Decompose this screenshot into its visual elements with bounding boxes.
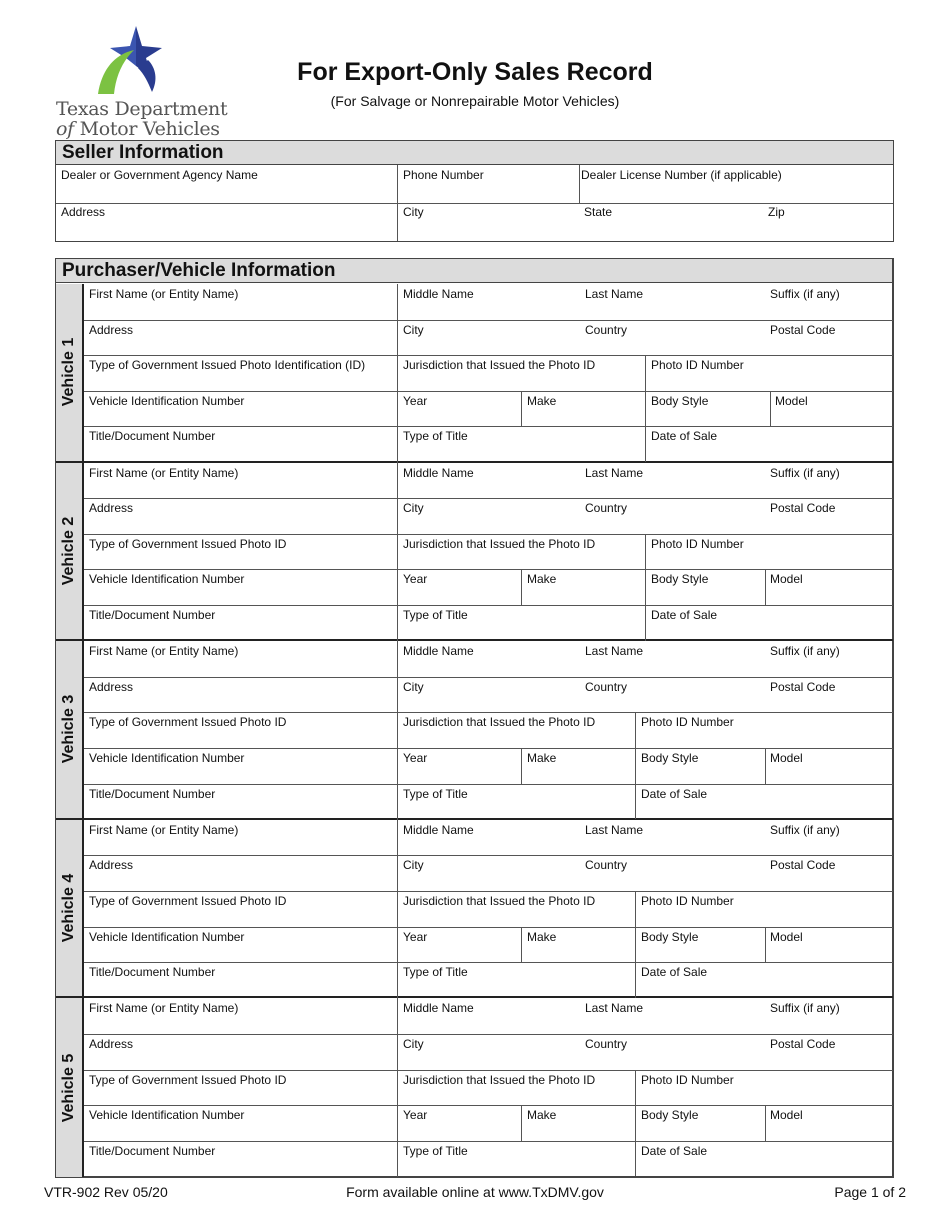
model-field[interactable]: Model <box>770 1108 803 1123</box>
vehicle-row-details <box>84 569 893 605</box>
photo-id-number-field[interactable]: Photo ID Number <box>651 536 744 551</box>
last-name-field[interactable]: Last Name <box>585 1001 644 1016</box>
suffix-field[interactable]: Suffix (if any) <box>770 465 840 480</box>
last-name-field[interactable]: Last Name <box>585 644 644 659</box>
seller-information-section <box>55 140 894 242</box>
photo-id-number-field[interactable]: Photo ID Number <box>641 1072 734 1087</box>
vehicle-side-label: Vehicle 5 <box>56 998 84 1177</box>
seller-zip-field[interactable]: Zip <box>768 205 785 219</box>
postal-code-field[interactable]: Postal Code <box>770 858 836 873</box>
vehicle-row-title <box>84 784 893 820</box>
suffix-field[interactable]: Suffix (if any) <box>770 287 840 301</box>
seller-heading: Seller Information <box>56 141 893 165</box>
country-field[interactable]: Country <box>585 858 628 873</box>
last-name-field[interactable]: Last Name <box>585 287 644 301</box>
page-title: For Export-Only Sales Record <box>297 58 653 86</box>
model-field[interactable]: Model <box>770 929 803 944</box>
seller-state-field[interactable]: State <box>584 205 613 219</box>
vehicle-side-label: Vehicle 1 <box>56 284 84 461</box>
vehicle-row-title <box>84 605 893 641</box>
title-type-field[interactable]: Type of Title <box>403 786 468 801</box>
city-field[interactable]: City <box>403 1036 424 1051</box>
page-subtitle: (For Salvage or Nonrepairable Motor Vehicles) <box>330 93 620 109</box>
title-type-field[interactable]: Type of Title <box>403 607 468 622</box>
vehicle-row-address <box>84 677 893 713</box>
photo-id-type-field[interactable]: Type of Government Issued Photo ID <box>89 893 287 908</box>
year-field[interactable]: Year <box>403 393 428 408</box>
suffix-field[interactable]: Suffix (if any) <box>770 822 840 837</box>
vehicle-row-name <box>84 463 893 499</box>
vehicle-row-address <box>84 855 893 891</box>
form-online-note: Form available online at www.TxDMV.gov <box>346 1184 604 1200</box>
vehicle-row-title <box>84 1141 893 1177</box>
make-field[interactable]: Make <box>527 572 557 587</box>
postal-code-field[interactable]: Postal Code <box>770 679 836 694</box>
vehicle-row-address <box>84 498 893 534</box>
vehicle-row-photo-id <box>84 1070 893 1106</box>
country-field[interactable]: Country <box>585 322 628 337</box>
vehicle-row-address <box>84 320 893 356</box>
jurisdiction-field[interactable]: Jurisdiction that Issued the Photo ID <box>403 536 596 551</box>
country-field[interactable]: Country <box>585 1036 628 1051</box>
photo-id-number-field[interactable]: Photo ID Number <box>641 893 734 908</box>
vehicle-row-photo-id <box>84 891 893 927</box>
vehicle-row-name <box>84 284 893 320</box>
vin-field[interactable]: Vehicle Identification Number <box>89 393 245 408</box>
middle-name-field[interactable]: Middle Name <box>403 822 474 837</box>
date-of-sale-field[interactable]: Date of Sale <box>651 429 718 444</box>
vehicle-row-photo-id <box>84 355 893 391</box>
vehicle-row-details <box>84 927 893 963</box>
country-field[interactable]: Country <box>585 501 628 516</box>
make-field[interactable]: Make <box>527 750 557 765</box>
year-field[interactable]: Year <box>403 750 428 765</box>
vehicle-row-name <box>84 820 893 856</box>
year-field[interactable]: Year <box>403 572 428 587</box>
first-name-field[interactable]: First Name (or Entity Name) <box>89 287 239 301</box>
vehicle-row-title <box>84 426 893 462</box>
last-name-field[interactable]: Last Name <box>585 822 644 837</box>
body-style-field[interactable]: Body Style <box>641 929 699 944</box>
form-id: VTR-902 Rev 05/20 <box>44 1184 168 1200</box>
body-style-field[interactable]: Body Style <box>651 572 709 587</box>
vin-field[interactable]: Vehicle Identification Number <box>89 1108 245 1123</box>
middle-name-field[interactable]: Middle Name <box>403 644 474 659</box>
postal-code-field[interactable]: Postal Code <box>770 322 836 337</box>
address-field[interactable]: Address <box>89 322 134 337</box>
vehicle-row-photo-id <box>84 534 893 570</box>
city-field[interactable]: City <box>403 858 424 873</box>
postal-code-field[interactable]: Postal Code <box>770 501 836 516</box>
vehicle-block <box>56 998 893 1177</box>
make-field[interactable]: Make <box>527 1108 557 1123</box>
suffix-field[interactable]: Suffix (if any) <box>770 644 840 659</box>
seller-address-field[interactable]: Address <box>61 205 106 219</box>
vehicle-row-photo-id <box>84 712 893 748</box>
logo-text-line1: Texas Department <box>56 98 228 120</box>
last-name-field[interactable]: Last Name <box>585 465 644 480</box>
vehicle-row-address <box>84 1034 893 1070</box>
photo-id-type-field[interactable]: Type of Government Issued Photo ID <box>89 1072 287 1087</box>
city-field[interactable]: City <box>403 679 424 694</box>
title-doc-number-field[interactable]: Title/Document Number <box>89 607 216 622</box>
title-doc-number-field[interactable]: Title/Document Number <box>89 1143 216 1158</box>
vehicle-side-label: Vehicle 3 <box>56 641 84 818</box>
title-type-field[interactable]: Type of Title <box>403 1143 468 1158</box>
middle-name-field[interactable]: Middle Name <box>403 465 474 480</box>
vehicle-row-name <box>84 641 893 677</box>
vehicle-side-label: Vehicle 4 <box>56 820 84 997</box>
dealer-license-field[interactable]: Dealer License Number (if applicable) <box>581 168 782 182</box>
year-field[interactable]: Year <box>403 1108 428 1123</box>
title-doc-number-field[interactable]: Title/Document Number <box>89 786 216 801</box>
date-of-sale-field[interactable]: Date of Sale <box>641 1143 708 1158</box>
vehicle-row-details <box>84 1105 893 1141</box>
title-type-field[interactable]: Type of Title <box>403 429 468 444</box>
title-type-field[interactable]: Type of Title <box>403 965 468 980</box>
photo-id-number-field[interactable]: Photo ID Number <box>651 358 744 373</box>
seller-city-field[interactable]: City <box>403 205 424 219</box>
country-field[interactable]: Country <box>585 679 628 694</box>
phone-number-field[interactable]: Phone Number <box>403 168 484 182</box>
title-doc-number-field[interactable]: Title/Document Number <box>89 429 216 444</box>
jurisdiction-field[interactable]: Jurisdiction that Issued the Photo ID <box>403 893 596 908</box>
vehicle-side-label: Vehicle 2 <box>56 463 84 640</box>
address-field[interactable]: Address <box>89 858 134 873</box>
jurisdiction-field[interactable]: Jurisdiction that Issued the Photo ID <box>403 1072 596 1087</box>
vehicle-row-name <box>84 998 893 1034</box>
logo-text-line2: of Motor Vehicles <box>56 118 220 140</box>
vehicle-block <box>56 463 893 642</box>
model-field[interactable]: Model <box>775 393 808 408</box>
address-field[interactable]: Address <box>89 501 134 516</box>
vehicle-row-details <box>84 748 893 784</box>
first-name-field[interactable]: First Name (or Entity Name) <box>89 465 239 480</box>
title-doc-number-field[interactable]: Title/Document Number <box>89 965 216 980</box>
body-style-field[interactable]: Body Style <box>641 1108 699 1123</box>
model-field[interactable]: Model <box>770 750 803 765</box>
jurisdiction-field[interactable]: Jurisdiction that Issued the Photo ID <box>403 358 596 373</box>
middle-name-field[interactable]: Middle Name <box>403 1001 474 1016</box>
make-field[interactable]: Make <box>527 929 557 944</box>
dealer-name-field[interactable]: Dealer or Government Agency Name <box>61 168 258 182</box>
model-field[interactable]: Model <box>770 572 803 587</box>
purchaser-heading: Purchaser/Vehicle Information <box>56 259 892 283</box>
date-of-sale-field[interactable]: Date of Sale <box>641 965 708 980</box>
city-field[interactable]: City <box>403 501 424 516</box>
make-field[interactable]: Make <box>527 393 557 408</box>
vehicle-block <box>56 820 893 999</box>
address-field[interactable]: Address <box>89 1036 134 1051</box>
photo-id-type-field[interactable]: Type of Government Issued Photo ID <box>89 536 287 551</box>
vehicle-block <box>56 641 893 820</box>
photo-id-type-field[interactable]: Type of Government Issued Photo ID <box>89 715 287 730</box>
body-style-field[interactable]: Body Style <box>651 393 709 408</box>
address-field[interactable]: Address <box>89 679 134 694</box>
vehicle-row-details <box>84 391 893 427</box>
page-number: Page 1 of 2 <box>834 1184 906 1200</box>
vehicle-block <box>56 284 893 463</box>
city-field[interactable]: City <box>403 322 424 337</box>
postal-code-field[interactable]: Postal Code <box>770 1036 836 1051</box>
vehicle-row-title <box>84 962 893 998</box>
date-of-sale-field[interactable]: Date of Sale <box>641 786 708 801</box>
vin-field[interactable]: Vehicle Identification Number <box>89 572 245 587</box>
photo-id-type-field[interactable]: Type of Government Issued Photo Identification (ID) <box>89 358 366 373</box>
year-field[interactable]: Year <box>403 929 428 944</box>
photo-id-number-field[interactable]: Photo ID Number <box>641 715 734 730</box>
middle-name-field[interactable]: Middle Name <box>403 287 474 301</box>
first-name-field[interactable]: First Name (or Entity Name) <box>89 1001 239 1016</box>
vin-field[interactable]: Vehicle Identification Number <box>89 929 245 944</box>
jurisdiction-field[interactable]: Jurisdiction that Issued the Photo ID <box>403 715 596 730</box>
body-style-field[interactable]: Body Style <box>641 750 699 765</box>
purchaser-vehicle-section <box>55 258 894 1178</box>
first-name-field[interactable]: First Name (or Entity Name) <box>89 822 239 837</box>
date-of-sale-field[interactable]: Date of Sale <box>651 607 718 622</box>
suffix-field[interactable]: Suffix (if any) <box>770 1001 840 1016</box>
first-name-field[interactable]: First Name (or Entity Name) <box>89 644 239 659</box>
vin-field[interactable]: Vehicle Identification Number <box>89 750 245 765</box>
